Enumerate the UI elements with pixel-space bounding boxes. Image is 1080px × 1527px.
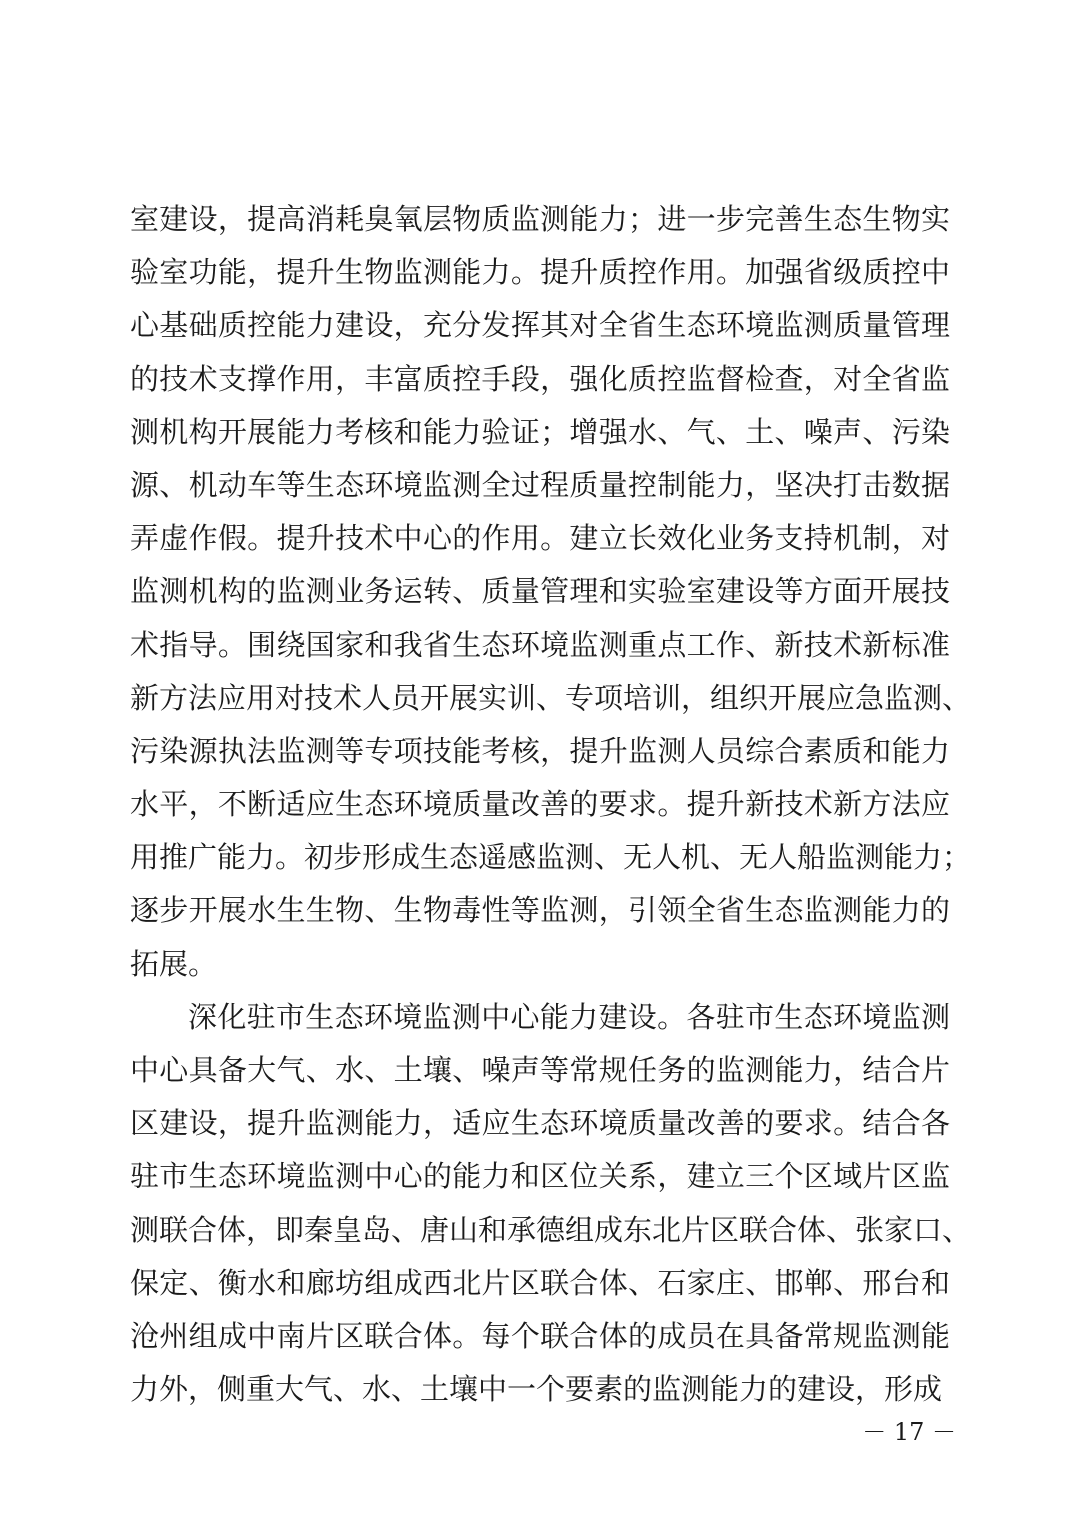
text-line: 测联合体，即秦皇岛、唐山和承德组成东北片区联合体、张家口、 [130, 1212, 972, 1247]
text-line: 验室功能，提升生物监测能力。提升质控作用。加强省级质控中 [130, 255, 950, 290]
text-line: 弄虚作假。提升技术中心的作用。建立长效化业务支持机制，对 [130, 521, 950, 556]
paragraph [130, 193, 972, 991]
text-line: 源、机动车等生态环境监测全过程质量控制能力，坚决打击数据 [130, 467, 950, 502]
text-line: 驻市生态环境监测中心的能力和区位关系，建立三个区域片区监 [130, 1159, 950, 1194]
text-line: 术指导。围绕国家和我省生态环境监测重点工作、新技术新标准 [130, 627, 950, 662]
text-line: 室建设，提高消耗臭氧层物质监测能力；进一步完善生态生物实 [130, 202, 950, 236]
text-line: 沧州组成中南片区联合体。每个联合体的成员在具备常规监测能 [130, 1318, 950, 1353]
text-line: 水平，不断适应生态环境质量改善的要求。提升新技术新方法应 [130, 787, 950, 822]
text-line: 的技术支撑作用，丰富质控手段，强化质控监督检查，对全省监 [130, 361, 950, 396]
text-line: 测机构开展能力考核和能力验证；增强水、气、土、噪声、污染 [130, 414, 950, 449]
text-line: 心基础质控能力建设，充分发挥其对全省生态环境监测质量管理 [130, 308, 950, 343]
body-text [130, 193, 972, 1416]
text-line: 保定、衡水和廊坊组成西北片区联合体、石家庄、邯郸、邢台和 [130, 1265, 950, 1300]
text-line: 中心具备大气、水、土壤、噪声等常规任务的监测能力，结合片 [130, 1053, 950, 1087]
text-line: 监测机构的监测业务运转、质量管理和实验室建设等方面开展技 [130, 574, 950, 609]
text-line: 逐步开展水生生物、生物毒性等监测，引领全省生态监测能力的 [130, 893, 950, 928]
page-number: － 17 － [862, 1418, 956, 1446]
text-line: 拓展。 [130, 946, 218, 981]
text-line: 用推广能力。初步形成生态遥感监测、无人机、无人船监测能力； [130, 840, 972, 875]
text-line: 力外，侧重大气、水、土壤中一个要素的监测能力的建设，形成 [130, 1372, 943, 1407]
text-line: 区建设，提升监测能力，适应生态环境质量改善的要求。结合各 [130, 1106, 950, 1141]
text-line: 深化驻市生态环境监测中心能力建设。各驻市生态环境监测 [188, 999, 950, 1034]
text-line: 污染源执法监测等专项技能考核，提升监测人员综合素质和能力 [130, 733, 950, 768]
text-line: 新方法应用对技术人员开展实训、专项培训，组织开展应急监测、 [130, 680, 972, 715]
paragraph [130, 991, 972, 1417]
